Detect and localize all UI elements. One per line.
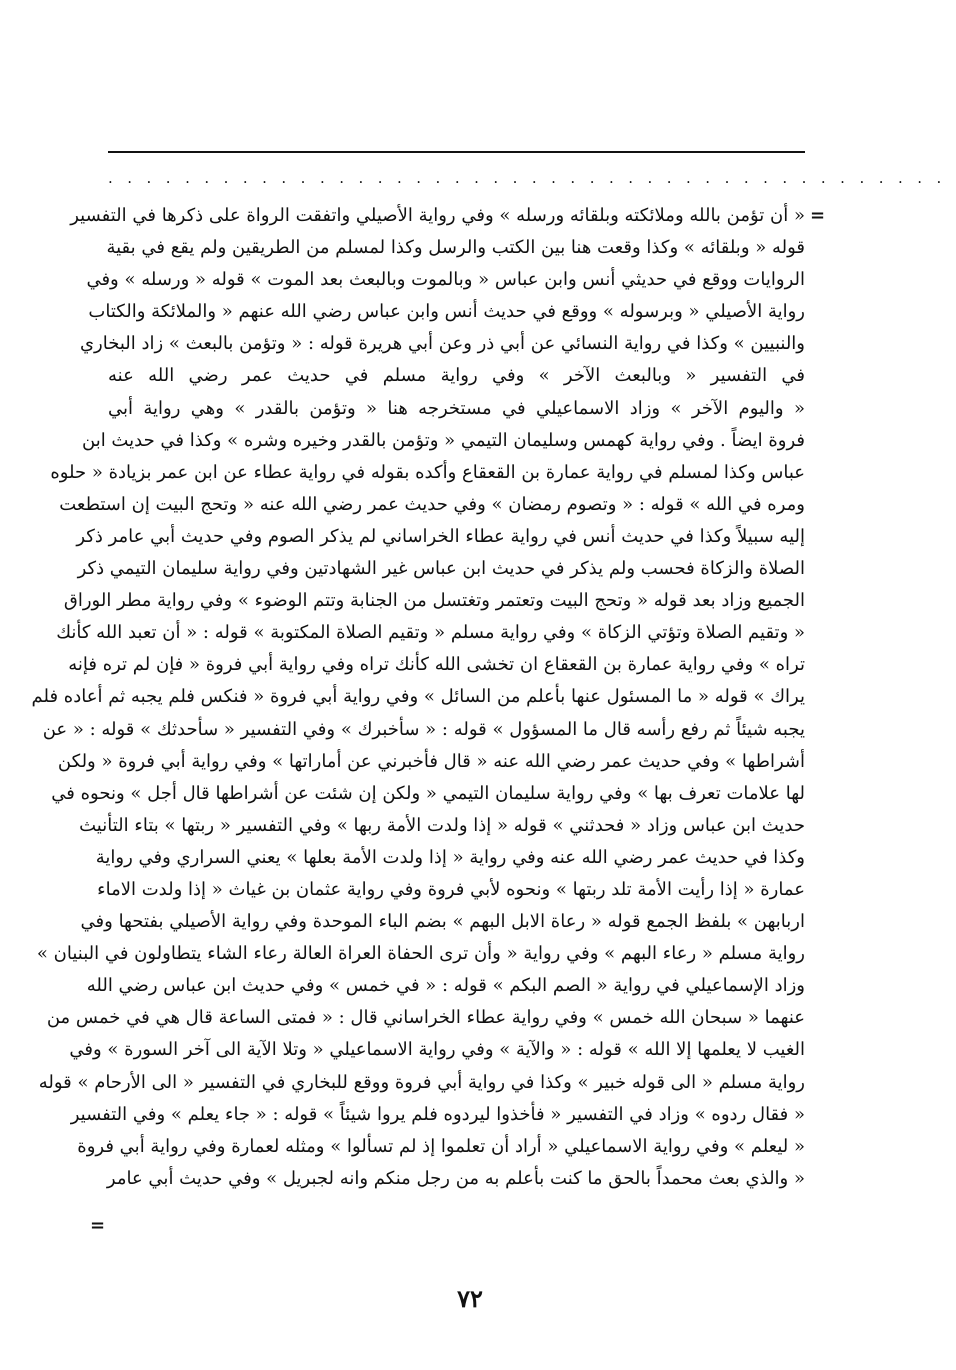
text-line: تراه » وفي رواية عمارة بن القعقاع ان تخشى الله كأنك تراه وفي رواية أبي فروة « فإن لم تره فإنه (68, 654, 805, 676)
text-line: يجبه شيئاً ثم رفع رأسه قال ما المسؤول » قوله : « سأخبرك » وفي التفسير « سأحدثك » قوله : « عن (42, 718, 805, 740)
text-line: « وتقيم الصلاة وتؤتي الزكاة » وفي رواية مسلم « وتقيم الصلاة المكتوبة » قوله : « أن تعبد الله كأنك (56, 622, 805, 644)
text-line: فروة ايضاً . وفي رواية كهمس وسليمان التيمي « وتؤمن بالقدر وخيره وشره » وكذا في حديث ابن (82, 429, 805, 451)
text-line: الصلاة والزكاة فحسب ولم يذكر في حديث ابن عباس غير الشهادتين وفي رواية سليمان التيمي ذكر (77, 558, 805, 580)
text-line: عنهما « سبحان الله خمس » وفي رواية عطاء الخراساني قال : « فمتى الساعة قال هي في خمس من (46, 1007, 805, 1029)
text-line: رواية مسلم « الى قوله خبير » وكذا في رواية أبي فروة ووقع للبخاري في التفسير « الى الأرحام » قوله (38, 1071, 805, 1093)
text-line: رواية الأصيلي « وبرسوله » ووقع في حديث أنس وابن عباس رضي الله عنهم « والملائكة والكتاب (88, 301, 805, 323)
continuation-mark-start: = (810, 205, 826, 226)
text-line: « ليعلم » وفي رواية الاسماعيلي « أراد أن تعلموا إذ لم تسألوا » ومثله لعمارة وفي رواية أبي فروة (77, 1135, 805, 1157)
text-line: « فقال ردوه » وزاد في التفسير « فأخذوا ليردوه فلم يروا شيئاً » قوله : « جاء يعلم » وفي التفسير (70, 1103, 805, 1125)
text-line: « واليوم الآخر » وزاد الاسماعيلي في مستخرجه هنا « وتؤمن بالقدر » وهي رواية أبي (108, 397, 805, 419)
text-line: أشراطها » وفي حديث عمر رضي الله عنه « قال فأخبرني عن أماراتها » وفي رواية أبي فروة « ولكن (57, 750, 805, 772)
text-line: الروايات ووقع في حديثي أنس وابن عباس « وبالموت وبالبعث بعد الموت » قوله « ورسله » وفي (86, 269, 805, 291)
text-line: وكذا في حديث عمر رضي الله عنه وفي رواية « إذا ولدت الأمة بعلها » يعني السراري وفي رواية (95, 846, 805, 868)
text-line: رواية مسلم « رعاء البهم » وفي رواية « وأن ترى الحفاة العراة العالة رعاء الشاء يتطاولون في البنيان » (36, 943, 805, 965)
text-line: وزاد الإسماعيلي في رواية « الصم البكم » قوله : « في خمس » وفي حديث ابن عباس رضي الله (86, 975, 805, 997)
continuation-mark-end: = (90, 1215, 106, 1236)
page-number: ٧٢ (457, 1284, 483, 1313)
text-line: عمارة « إذا رأيت الأمة تلد ربتها » ونحوه لأبي فروة وفي رواية عثمان بن غياث « إذا ولدت الاماء (97, 878, 805, 900)
commentary-text (31, 200, 805, 1195)
text-line: يراك » قوله « ما المسئول عنها بأعلم من السائل » وفي رواية أبي فروة « فنكس فلم يجبه ثم أعاده فلم (31, 686, 805, 708)
text-line: عباس وكذا لمسلم في رواية عمارة بن القعقاع وأكده بقوله في رواية عطاء عن ابن عمر بزيادة « حلوه (50, 461, 805, 483)
text-line: قوله « وبلقائه » وكذا وقعت هنا بين الكتب والرسل وكذا لمسلم من الطريقين ولم يقع في بقية (106, 237, 805, 259)
text-line: ومره في الله » قوله : « وتصوم رمضان » وفي حديث عمر رضي الله عنه « وتحج البيت إن استطعت (59, 493, 805, 515)
dotted-separator: ............................................ (108, 169, 956, 187)
text-line: الغيب لا يعلمها إلا الله » قوله : « والآية » وفي رواية الاسماعيلي « وتلا الآية الى آخر السورة » وفي (69, 1039, 805, 1061)
text-line: « والذي بعث محمداً بالحق ما كنت بأعلم به من رجل منكم وانه لجبريل » وفي حديث أبي عامر (106, 1167, 805, 1189)
text-line: « أن تؤمن بالله وملائكته وبلقائه ورسله » وفي رواية الأصيلي واتفقت الرواة على ذكرها في التفسير (70, 205, 805, 226)
header-rule (108, 151, 805, 153)
text-line: في التفسير « وبالبعث الآخر » وفي رواية مسلم في حديث عمر رضي الله عنه (108, 365, 805, 387)
text-line: الجميع وزاد بعد قوله « وتحج البيت وتعتمر وتغتسل من الجنابة وتتم الوضوء » وفي رواية مطر الوراق (63, 590, 805, 612)
text-line: اربابهن » بلفظ الجمع قوله « رعاة الابل البهم » بضم الباء الموحدة وفي رواية الأصيلي بفتحها وفي (80, 911, 805, 933)
text-line: إليه سبيلاً وكذا في حديث أنس في رواية عطاء الخراساني لم يذكر الصوم وفي حديث أبي عامر ذكر (76, 525, 805, 547)
text-line: والنبيين » وكذا في رواية النسائي عن أبي ذر وعن أبي هريرة قوله : « وتؤمن بالبعث » زاد البخاري (79, 333, 805, 355)
text-line: حديث ابن عباس وزاد « فحدثني » قوله « إذا ولدت الأمة ربها » وفي التفسير « ربتها » بتاء التأنيث (79, 814, 805, 836)
text-line: لها علامات تعرف بها » وفي رواية سليمان التيمي « ولكن إن شئت عن أشراطها قال أجل » ونحوه في (51, 782, 805, 804)
